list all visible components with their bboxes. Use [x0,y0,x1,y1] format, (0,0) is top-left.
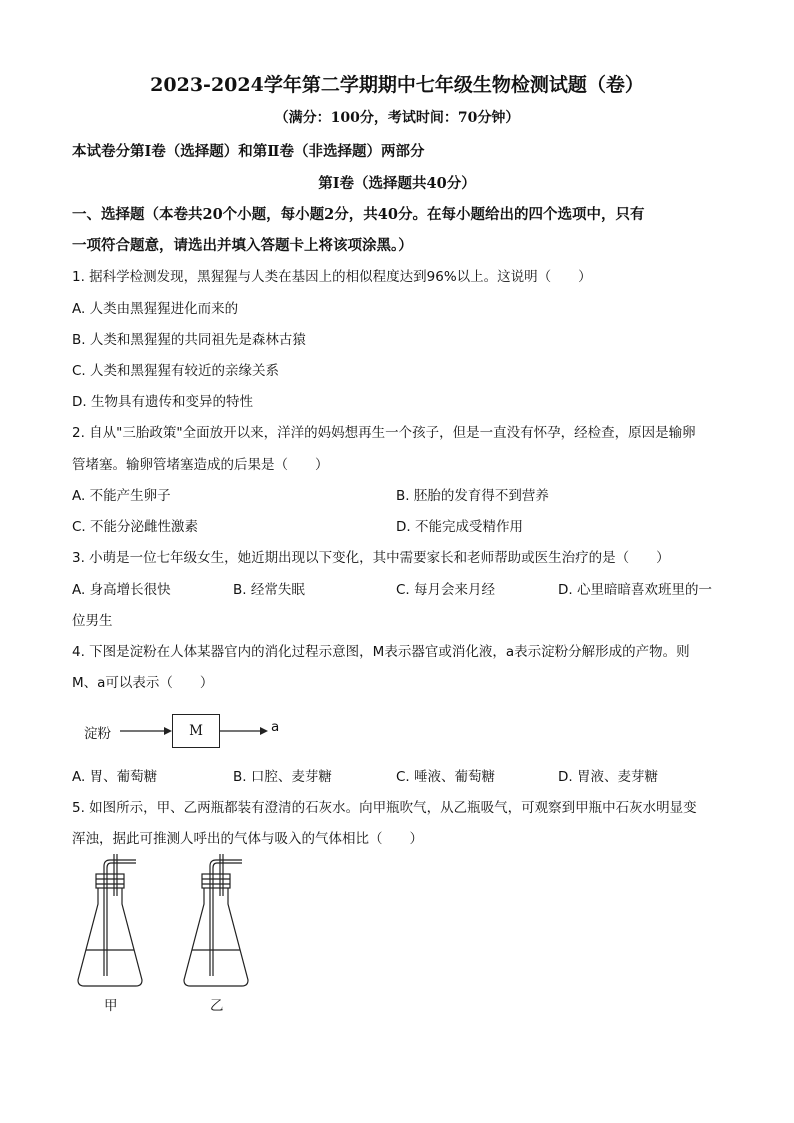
question-3-option-b: B. 经常失眠 [233,582,305,598]
part-title: 第Ⅰ卷（选择题共40分） [318,175,476,192]
question-2-option-d: D. 不能完成受精作用 [396,519,523,535]
question-4-stem-line2: M、a可以表示（ ） [72,675,214,691]
question-2-option-a: A. 不能产生卵子 [72,488,171,504]
section-instructions-line2: 一项符合题意，请选出并填入答题卡上将该项涂黑。） [72,237,413,254]
bottle-yi-icon [184,854,248,986]
exam-intro: 本试卷分第Ⅰ卷（选择题）和第Ⅱ卷（非选择题）两部分 [72,143,425,160]
question-1-stem: 1. 据科学检测发现，黑猩猩与人类在基因上的相似程度达到96%以上。这说明（ ） [72,269,592,285]
question-1-option-b: B. 人类和黑猩猩的共同祖先是森林古猿 [72,332,306,348]
question-4-option-d: D. 胃液、麦芽糖 [558,769,658,785]
question-4-stem-line1: 4. 下图是淀粉在人体某器官内的消化过程示意图，M表示器官或消化液，a表示淀粉分解形成的产物。则 [72,644,690,660]
question-4-option-b: B. 口腔、麦芽糖 [233,769,332,785]
question-4-option-a: A. 胃、葡萄糖 [72,769,158,785]
bottle-apparatus-figure [70,852,270,994]
exam-title: 2023-2024学年第二学期期中七年级生物检测试题（卷） [150,74,644,96]
question-1-option-d: D. 生物具有遗传和变异的特性 [72,394,253,410]
question-5-stem-line2: 浑浊，据此可推测人呼出的气体与吸入的气体相比（ ） [72,831,423,847]
question-2-option-c: C. 不能分泌雌性激素 [72,519,199,535]
figure-organ-label: M [189,723,203,739]
bottle-label-jia: 甲 [104,998,118,1014]
question-4-option-c: C. 唾液、葡萄糖 [396,769,496,785]
question-1-option-a: A. 人类由黑猩猩进化而来的 [72,301,239,317]
figure-organ-box [172,714,220,748]
question-3-option-d-continued: 位男生 [72,613,113,629]
figure-arrow-1 [118,722,174,740]
figure-starch-label: 淀粉 [84,726,111,742]
question-3-option-a: A. 身高增长很快 [72,582,171,598]
question-3-stem: 3. 小萌是一位七年级女生，她近期出现以下变化，其中需要家长和老师帮助或医生治疗的是（ ） [72,550,670,566]
bottle-jia-icon [78,854,142,986]
question-2-stem-line2: 管堵塞。输卵管堵塞造成的后果是（ ） [72,457,329,473]
question-5-stem-line1: 5. 如图所示，甲、乙两瓶都装有澄清的石灰水。向甲瓶吹气，从乙瓶吸气，可观察到甲瓶中石灰水明显变 [72,800,697,816]
question-3-option-c: C. 每月会来月经 [396,582,496,598]
bottle-label-yi: 乙 [210,998,224,1014]
exam-subtitle: （满分：100分，考试时间：70分钟） [274,110,520,126]
question-3-option-d: D. 心里暗暗喜欢班里的一 [558,582,712,598]
question-2-stem-line1: 2. 自从"三胎政策"全面放开以来，洋洋的妈妈想再生一个孩子，但是一直没有怀孕，经检查，原因是输卵 [72,425,696,441]
figure-product-label: a [271,719,280,735]
section-instructions-line1: 一、选择题（本卷共20个小题，每小题2分，共40分。在每小题给出的四个选项中，只有 [72,206,645,223]
question-2-option-b: B. 胚胎的发育得不到营养 [396,488,549,504]
question-1-option-c: C. 人类和黑猩猩有较近的亲缘关系 [72,363,280,379]
figure-arrow-2 [218,722,270,740]
